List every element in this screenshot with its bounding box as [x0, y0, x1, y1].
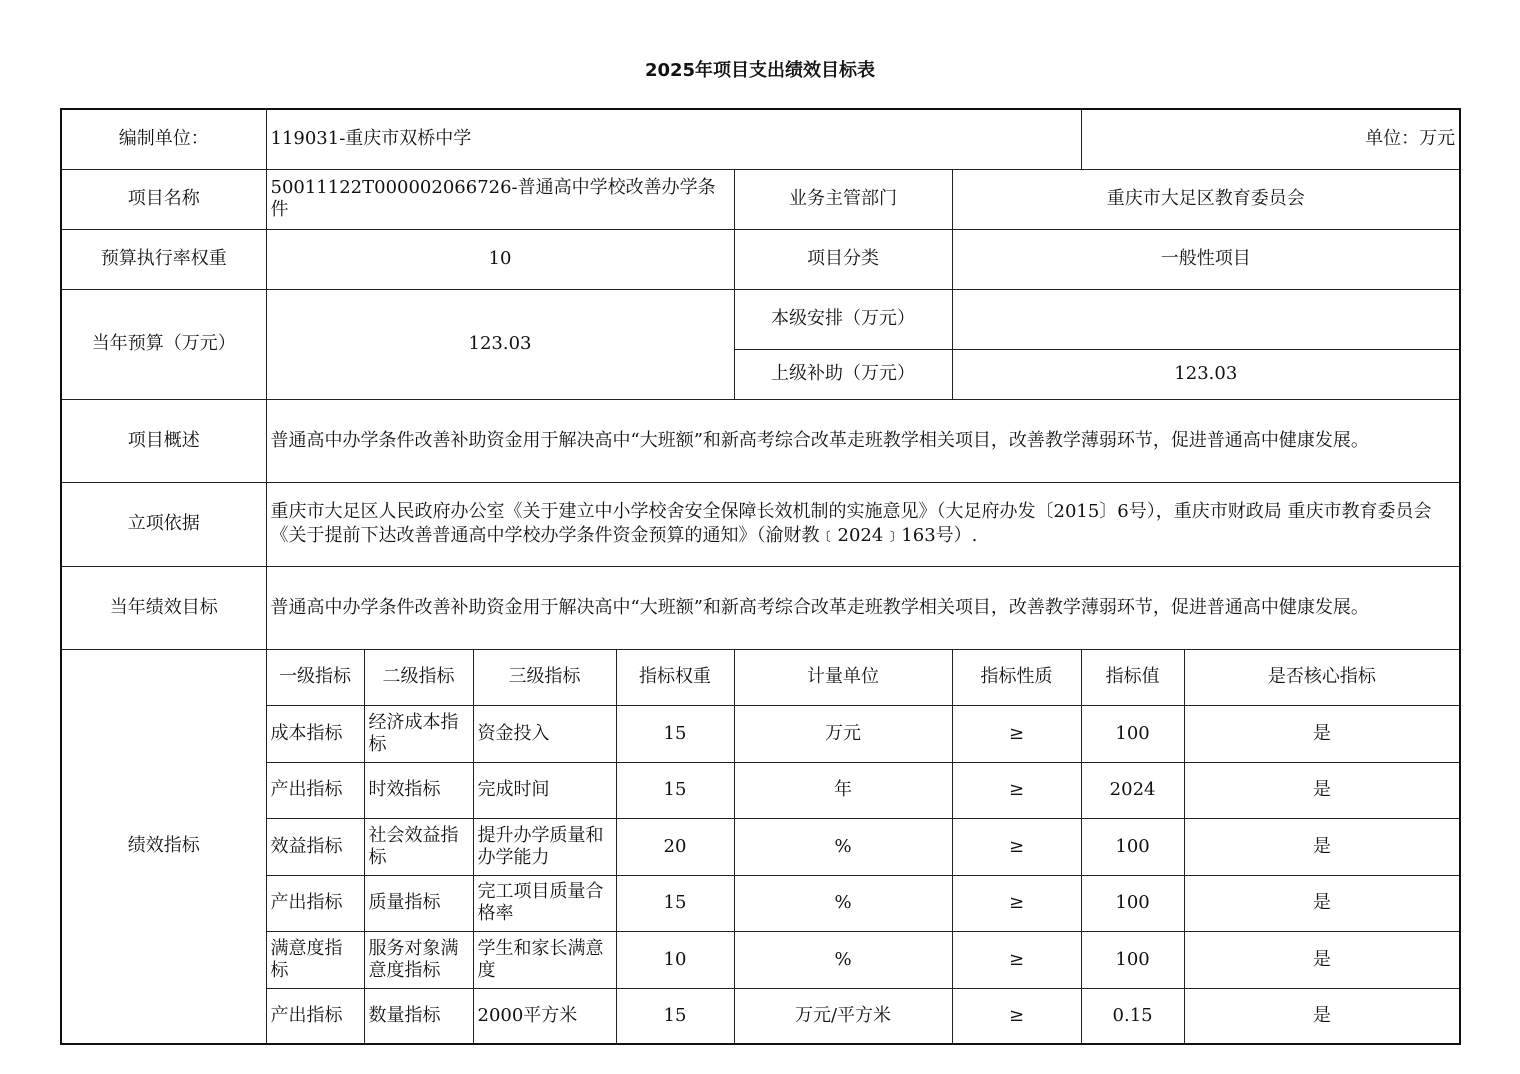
level2-cell: 经济成本指标: [364, 705, 473, 762]
core-cell: 是: [1184, 875, 1460, 931]
dept-label: 业务主管部门: [734, 169, 952, 229]
column-header: 三级指标: [473, 649, 616, 705]
column-header: 指标值: [1081, 649, 1184, 705]
nature-cell: ≥: [952, 875, 1081, 931]
level2-cell: 社会效益指标: [364, 818, 473, 875]
unit-cell: 年: [734, 762, 952, 818]
column-header: 计量单位: [734, 649, 952, 705]
weight-cell: 20: [616, 818, 734, 875]
level3-cell: 完成时间: [473, 762, 616, 818]
column-header: 指标权重: [616, 649, 734, 705]
level2-cell: 质量指标: [364, 875, 473, 931]
value-cell: 100: [1081, 931, 1184, 988]
column-header: 指标性质: [952, 649, 1081, 705]
level2-cell: 服务对象满意度指标: [364, 931, 473, 988]
weight-label: 预算执行率权重: [61, 229, 266, 289]
weight-cell: 15: [616, 762, 734, 818]
unit-cell: 万元/平方米: [734, 988, 952, 1044]
level1-cell: 产出指标: [266, 762, 364, 818]
overview-label: 项目概述: [61, 399, 266, 482]
local-label: 本级安排（万元）: [734, 289, 952, 349]
value-cell: 100: [1081, 875, 1184, 931]
level2-cell: 数量指标: [364, 988, 473, 1044]
value-cell: 0.15: [1081, 988, 1184, 1044]
project-name-label: 项目名称: [61, 169, 266, 229]
nature-cell: ≥: [952, 931, 1081, 988]
level3-cell: 学生和家长满意度: [473, 931, 616, 988]
category-value: 一般性项目: [952, 229, 1460, 289]
upper-value: 123.03: [952, 349, 1460, 399]
table-row: [61, 875, 1460, 931]
local-value: [952, 289, 1460, 349]
weight-cell: 15: [616, 988, 734, 1044]
weight-row: [61, 229, 1460, 289]
nature-cell: ≥: [952, 705, 1081, 762]
level3-cell: 提升办学质量和办学能力: [473, 818, 616, 875]
goal-value: 普通高中办学条件改善补助资金用于解决高中“大班额”和新高考综合改革走班教学相关项目，改善教学薄弱环节，促进普通高中健康发展。: [266, 566, 1460, 649]
level1-cell: 产出指标: [266, 988, 364, 1044]
page-title: 2025年项目支出绩效目标表: [644, 60, 876, 81]
unit-cell: 万元: [734, 705, 952, 762]
table-row: [61, 818, 1460, 875]
goal-label: 当年绩效目标: [61, 566, 266, 649]
level2-cell: 时效指标: [364, 762, 473, 818]
level3-cell: 资金投入: [473, 705, 616, 762]
category-label: 项目分类: [734, 229, 952, 289]
overview-row: [61, 399, 1460, 482]
table-row: [61, 705, 1460, 762]
currency-unit: 单位：万元: [1081, 109, 1460, 169]
core-cell: 是: [1184, 931, 1460, 988]
level3-cell: 2000平方米: [473, 988, 616, 1044]
core-cell: 是: [1184, 705, 1460, 762]
basis-value: 重庆市大足区人民政府办公室《关于建立中小学校舍安全保障长效机制的实施意见》（大足府办发〔2015〕6号），重庆市财政局 重庆市教育委员会《关于提前下达改善普通高中学校办学条件资金预算的通知》（渝财教﹝2024﹞163号）.: [266, 482, 1460, 566]
value-cell: 100: [1081, 705, 1184, 762]
budget-value: 123.03: [266, 289, 734, 399]
indicator-header-row: [61, 649, 1460, 705]
level3-cell: 完工项目质量合格率: [473, 875, 616, 931]
unit-value: 119031-重庆市双桥中学: [266, 109, 1081, 169]
unit-label: 编制单位：: [61, 109, 266, 169]
upper-label: 上级补助（万元）: [734, 349, 952, 399]
project-name-value: 50011122T000002066726-普通高中学校改善办学条件: [266, 169, 734, 229]
column-header: 二级指标: [364, 649, 473, 705]
basis-label: 立项依据: [61, 482, 266, 566]
core-cell: 是: [1184, 818, 1460, 875]
level1-cell: 成本指标: [266, 705, 364, 762]
overview-value: 普通高中办学条件改善补助资金用于解决高中“大班额”和新高考综合改革走班教学相关项目，改善教学薄弱环节，促进普通高中健康发展。: [266, 399, 1460, 482]
project-name-row: [61, 169, 1460, 229]
budget-row: [61, 289, 1460, 349]
unit-cell: %: [734, 875, 952, 931]
value-cell: 2024: [1081, 762, 1184, 818]
weight-value: 10: [266, 229, 734, 289]
budget-label: 当年预算（万元）: [61, 289, 266, 399]
level1-cell: 产出指标: [266, 875, 364, 931]
core-cell: 是: [1184, 762, 1460, 818]
value-cell: 100: [1081, 818, 1184, 875]
nature-cell: ≥: [952, 762, 1081, 818]
nature-cell: ≥: [952, 988, 1081, 1044]
table-row: [61, 988, 1460, 1044]
weight-cell: 15: [616, 705, 734, 762]
level1-cell: 效益指标: [266, 818, 364, 875]
dept-value: 重庆市大足区教育委员会: [952, 169, 1460, 229]
column-header: 一级指标: [266, 649, 364, 705]
header-row: [61, 109, 1460, 169]
goal-row: [61, 566, 1460, 649]
level1-cell: 满意度指标: [266, 931, 364, 988]
unit-cell: %: [734, 931, 952, 988]
table-row: [61, 762, 1460, 818]
basis-row: [61, 482, 1460, 566]
performance-table: [60, 108, 1461, 1045]
weight-cell: 15: [616, 875, 734, 931]
unit-cell: %: [734, 818, 952, 875]
column-header: 是否核心指标: [1184, 649, 1460, 705]
core-cell: 是: [1184, 988, 1460, 1044]
weight-cell: 10: [616, 931, 734, 988]
table-row: [61, 931, 1460, 988]
nature-cell: ≥: [952, 818, 1081, 875]
indicators-section-label: 绩效指标: [61, 649, 266, 1044]
